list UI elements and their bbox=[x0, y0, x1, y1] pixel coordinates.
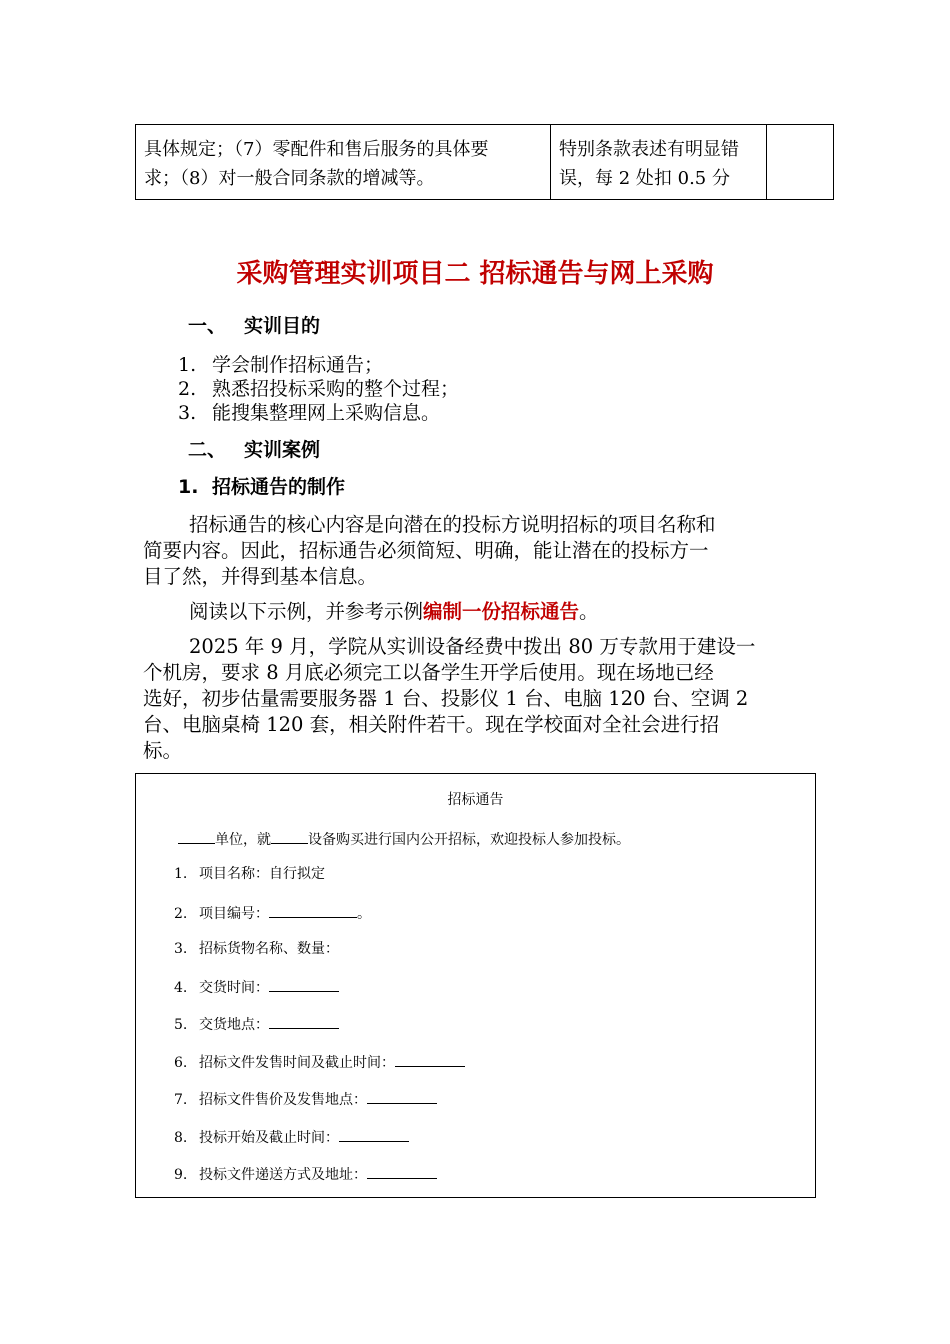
item-suffix: 。 bbox=[357, 906, 371, 922]
blank-unit[interactable] bbox=[178, 829, 215, 844]
table-cell-score bbox=[767, 125, 833, 199]
item-label: 交货地点： bbox=[199, 1017, 269, 1033]
list-item bbox=[178, 353, 383, 377]
blank-sale-time[interactable] bbox=[395, 1052, 465, 1067]
subsection-number: 1. bbox=[178, 476, 199, 498]
item-label: 项目名称：自行拟定 bbox=[199, 866, 325, 882]
paragraph-case bbox=[143, 634, 808, 764]
notice-item bbox=[174, 1127, 409, 1147]
table-cell-criteria bbox=[551, 125, 767, 199]
section-label: 实训案例 bbox=[244, 439, 321, 461]
item-number: 7. bbox=[174, 1092, 188, 1108]
paragraph-line: 台、电脑桌椅 120 套，相关附件若干。现在学校面对全社会进行招 bbox=[143, 713, 720, 736]
subsection-heading bbox=[178, 474, 345, 500]
table-cell-text: 具体规定；（7）零配件和售后服务的具体要 bbox=[144, 139, 489, 160]
list-item bbox=[178, 401, 440, 425]
paragraph-intro bbox=[143, 512, 808, 590]
list-number: 3. bbox=[178, 402, 197, 424]
item-number: 5. bbox=[174, 1017, 188, 1033]
notice-item bbox=[174, 977, 339, 997]
paragraph-line: 选好，初步估量需要服务器 1 台、投影仪 1 台、电脑 120 台、空调 2 bbox=[143, 687, 749, 710]
blank-delivery-place[interactable] bbox=[269, 1014, 339, 1029]
section-heading-objectives bbox=[188, 313, 320, 339]
item-number: 1. bbox=[174, 866, 188, 882]
notice-item bbox=[174, 1164, 437, 1184]
highlight-task: 编制一份招标通告 bbox=[423, 600, 580, 623]
section-number: 二、 bbox=[188, 439, 227, 461]
item-number: 8. bbox=[174, 1130, 188, 1146]
page-title: 采购管理实训项目二 招标通告与网上采购 bbox=[236, 259, 714, 289]
notice-intro-text: 设备购买进行国内公开招标，欢迎投标人参加投标。 bbox=[308, 832, 630, 848]
blank-submission[interactable] bbox=[367, 1164, 437, 1179]
tender-notice-box bbox=[135, 773, 816, 1198]
paragraph-instruction bbox=[143, 599, 808, 625]
section-label: 实训目的 bbox=[244, 315, 321, 337]
list-number: 2. bbox=[178, 378, 197, 400]
blank-project-number[interactable] bbox=[269, 903, 357, 918]
paragraph-line: 标。 bbox=[143, 739, 183, 762]
item-label: 投标文件递送方式及地址： bbox=[199, 1167, 367, 1183]
notice-item bbox=[174, 940, 339, 958]
notice-item bbox=[174, 903, 371, 923]
notice-item bbox=[174, 1014, 339, 1034]
item-number: 4. bbox=[174, 980, 188, 996]
list-item bbox=[178, 377, 459, 401]
list-text: 学会制作招标通告； bbox=[212, 354, 384, 376]
item-label: 招标文件发售时间及截止时间： bbox=[199, 1055, 395, 1071]
item-number: 2. bbox=[174, 906, 188, 922]
paragraph-line: 目了然，并得到基本信息。 bbox=[143, 565, 378, 588]
item-label: 投标开始及截止时间： bbox=[199, 1130, 339, 1146]
blank-bid-time[interactable] bbox=[339, 1127, 409, 1142]
paragraph-line: 简要内容。因此，招标通告必须简短、明确，能让潜在的投标方一 bbox=[143, 539, 709, 562]
notice-intro-text: 单位，就 bbox=[215, 832, 271, 848]
section-heading-cases bbox=[188, 437, 320, 463]
list-number: 1. bbox=[178, 354, 197, 376]
instruction-text: 阅读以下示例，并参考示例 bbox=[189, 600, 424, 623]
notice-item bbox=[174, 1052, 465, 1072]
item-number: 6. bbox=[174, 1055, 188, 1071]
section-number: 一、 bbox=[188, 315, 227, 337]
item-number: 9. bbox=[174, 1167, 188, 1183]
list-text: 熟悉招投标采购的整个过程； bbox=[212, 378, 460, 400]
table-cell-text: 误，每 2 处扣 0.5 分 bbox=[559, 168, 730, 189]
item-number: 3. bbox=[174, 941, 188, 957]
notice-item bbox=[174, 865, 325, 883]
blank-delivery-time[interactable] bbox=[269, 977, 339, 992]
paragraph-line: 招标通告的核心内容是向潜在的投标方说明招标的项目名称和 bbox=[189, 513, 716, 536]
list-text: 能搜集整理网上采购信息。 bbox=[212, 402, 441, 424]
item-label: 招标文件售价及发售地点： bbox=[199, 1092, 367, 1108]
notice-item bbox=[174, 1089, 437, 1109]
paragraph-line: 2025 年 9 月，学院从实训设备经费中拨出 80 万专款用于建设一 bbox=[189, 635, 756, 658]
table-cell-text: 特别条款表述有明显错 bbox=[559, 139, 739, 160]
item-label: 交货时间： bbox=[199, 980, 269, 996]
notice-intro bbox=[178, 829, 630, 849]
paragraph-line: 个机房，要求 8 月底必须完工以备学生开学后使用。现在场地已经 bbox=[143, 661, 714, 684]
scoring-table bbox=[135, 124, 834, 200]
item-label: 招标货物名称、数量： bbox=[199, 941, 339, 957]
table-cell-text: 求；（8）对一般合同条款的增减等。 bbox=[144, 168, 435, 189]
subsection-label: 招标通告的制作 bbox=[212, 476, 346, 498]
notice-title: 招标通告 bbox=[447, 792, 504, 808]
table-cell-requirements bbox=[136, 125, 551, 199]
instruction-end: 。 bbox=[579, 600, 599, 623]
item-label: 项目编号： bbox=[199, 906, 269, 922]
blank-price-place[interactable] bbox=[367, 1089, 437, 1104]
blank-equipment[interactable] bbox=[271, 829, 308, 844]
